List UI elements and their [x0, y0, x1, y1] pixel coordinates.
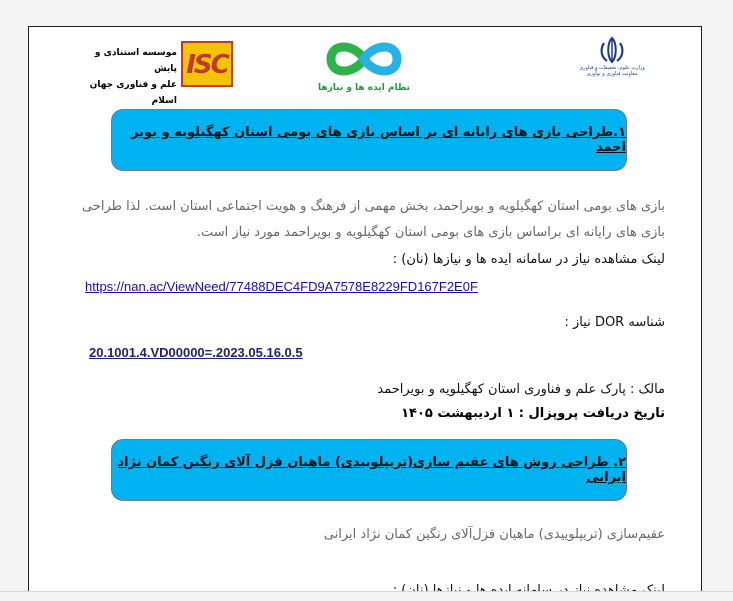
ministry-logo-line-1: وزارت علوم، تحقیقات و فناوری	[579, 65, 645, 71]
nan-logo	[309, 37, 419, 97]
isc-text-line-1: موسسه استنادی و پایش	[94, 48, 177, 74]
isc-text-line-2: علم و فناوری جهان اسلام	[89, 80, 177, 106]
section-1-dor-value[interactable]: 20.1001.4.VD00000=.2023.05.16.0.5	[89, 345, 303, 360]
isc-logo-text	[81, 45, 177, 109]
section-1-dor-label: شناسه DOR نیاز :	[564, 315, 665, 330]
section-1-need-link[interactable]: https://nan.ac/ViewNeed/77488DEC4FD9A7578E8229FD167F2E0F	[85, 279, 478, 294]
section-1-description-line-1: بازی های بومی استان کهگیلویه و بویراحمد، بخش مهمی از فرهنگ و هویت اجتماعی استان است. لذا طراحی	[81, 199, 665, 214]
section-1-description-line-2: بازی های رایانه ای براساس بازی های بومی استان کهگیلویه و بویراحمد مورد نیاز است.	[196, 225, 665, 240]
section-1-deadline: تاریخ دریافت پروپزال : ۱ اردیبهشت ۱۴۰۵	[401, 406, 665, 421]
section-1-owner: مالک : پارک علم و فناوری استان کهگیلویه و بویراحمد	[377, 382, 665, 397]
document-header	[29, 27, 702, 107]
document-page	[28, 26, 702, 600]
section-2-title-box	[111, 439, 627, 501]
section-1-title-box	[111, 109, 627, 171]
isc-logo-mark: ISC	[181, 41, 233, 87]
ministry-logo-line-2: معاونت فناوری و نوآوری	[586, 71, 638, 77]
ministry-emblem-icon	[597, 35, 627, 65]
ministry-logo	[577, 35, 647, 101]
section-1-link-label: لینک مشاهده نیاز در سامانه ایده ها و نیازها (نان) :	[392, 252, 665, 267]
section-2-description-line-1: عقیم‌سازی (تریپلوییدی) ماهیان قزل‌آلای رنگین کمان نژاد ایرانی	[323, 527, 665, 542]
section-1-title: ۱.طراحی بازی های رایانه ای بر اساس بازی های بومی استان کهگیلویه و بویر احمد	[131, 125, 626, 155]
infinity-icon	[309, 37, 419, 81]
nan-logo-caption: نظام ایده ها و نیازها	[317, 83, 411, 93]
isc-logo	[81, 41, 233, 106]
section-2-title: ۲. طراحی روش های عقیم سازی(تریپلوییدی) ماهیان قزل آلای رنگین کمان نژاد ایرانی	[117, 455, 626, 485]
